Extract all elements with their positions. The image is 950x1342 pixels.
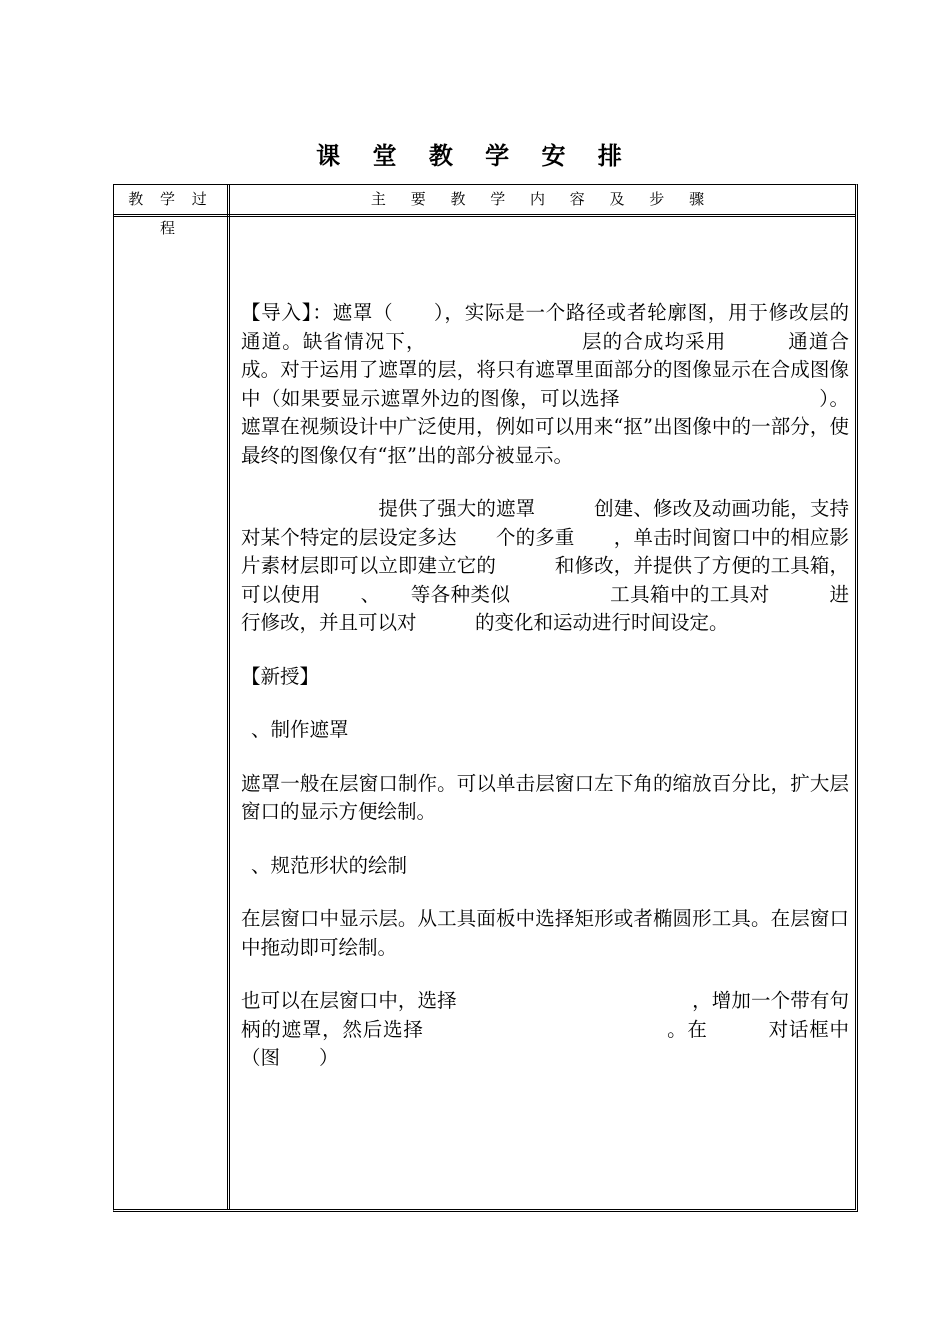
step2-text: 在层窗口中显示层。从工具面板中选择矩形或者椭圆形工具。在层窗口中拖动即可绘制。 xyxy=(241,907,849,959)
header-divider xyxy=(114,214,855,217)
step2-text-b: 也可以在层窗口中，选择 ，增加一个带有句柄的遮罩，然后选择 。在 对话框中（图 ） xyxy=(241,989,849,1069)
new-lesson-label: 【新授】 xyxy=(241,664,320,688)
column-divider xyxy=(227,185,230,1209)
step1-heading: 、制作遮罩 xyxy=(251,718,349,741)
intro-paragraph: 【导入】：遮罩（ ），实际是一个路径或者轮廓图，用于修改层的 通道。缺省情况下， 层的合成均采用 通道合成。对于运用了遮罩的层，将只有遮罩里面部分的图像显示在合成图像中（如果要显示遮罩外边的图像，可以选择 ）。遮罩在视频设计中广泛使用，例如可以用来“抠”出图像中的一部分，使最终的图像仅有“抠”出的部分被显示。 xyxy=(241,301,908,467)
page-title: 课 堂 教 学 安 排 xyxy=(316,141,634,170)
step1-text: 遮罩一般在层窗口制作。可以单击层窗口左下角的缩放百分比，扩大层窗口的显示方便绘制。 xyxy=(241,771,849,823)
step2-heading: 、规范形状的绘制 xyxy=(251,853,408,877)
process-column-header: 教 学 过 程 xyxy=(128,190,213,237)
intro-paragraph-2: 提供了强大的遮罩 创建、修改及动画功能，支持对某个特定的层设定多达 个的多重 ，单击时间窗口中的相应影片素材层即可以立即建立它的 和修改，并提供了方便的工具箱，可以使用 、 等各种类似 工具箱中的工具对 进行修改，并且可以对 的变化和运动进行时间设定。 xyxy=(241,497,849,634)
content-column-header: 主 要 教 学 内 容 及 步 骤 xyxy=(370,190,715,208)
lesson-table xyxy=(113,184,908,1212)
lesson-content xyxy=(241,299,908,1073)
